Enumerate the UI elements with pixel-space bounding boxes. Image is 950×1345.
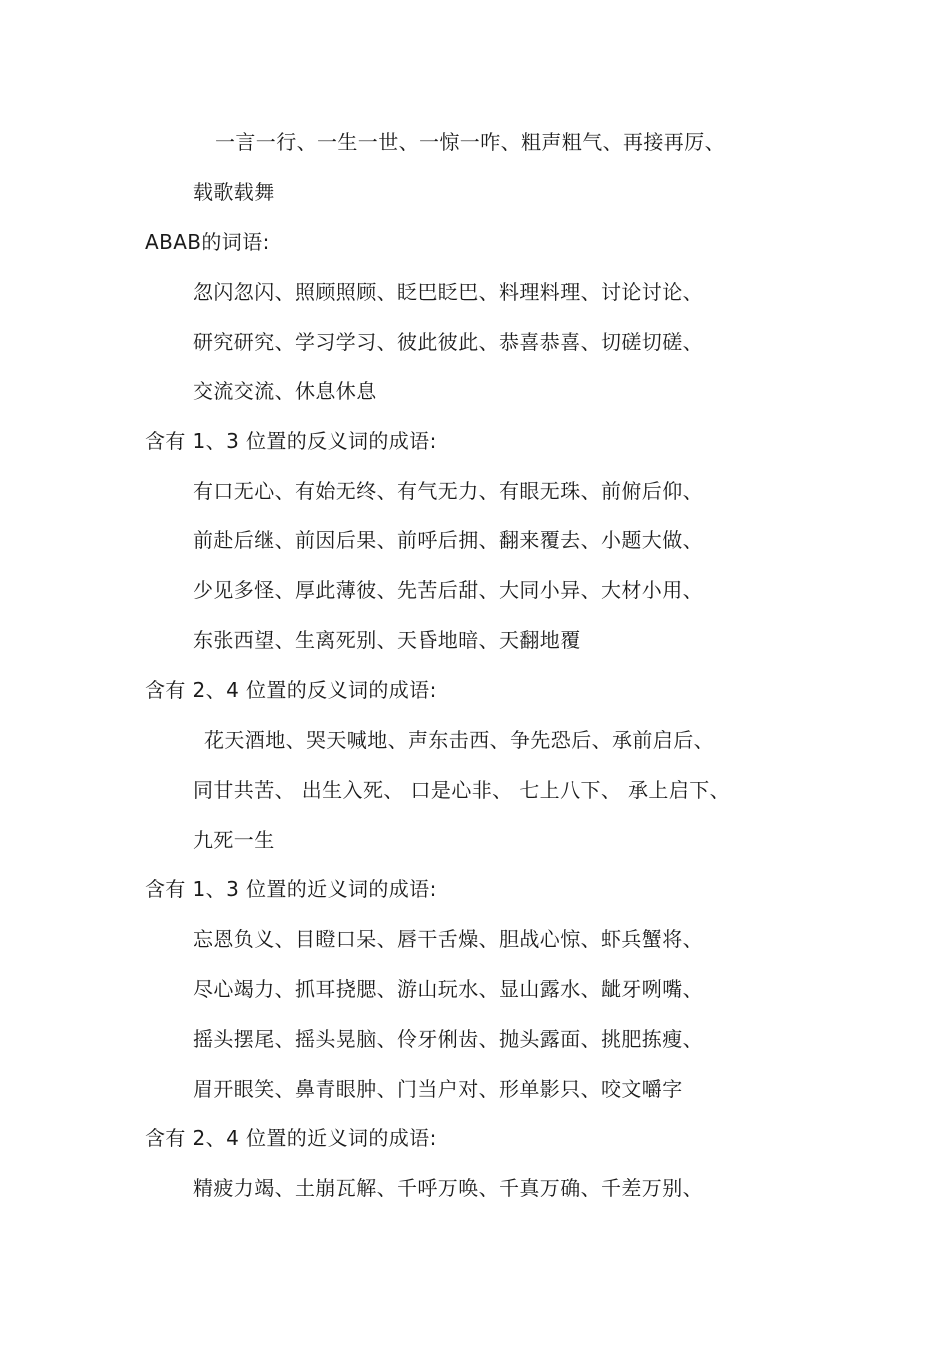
idiom-line: 忽闪忽闪、照顾照顾、眨巴眨巴、料理料理、讨论讨论、 <box>193 280 703 304</box>
section-heading: 含有 1、3 位置的近义词的成语: <box>145 877 437 901</box>
idiom-line: 忘恩负义、目瞪口呆、唇干舌燥、胆战心惊、虾兵蟹将、 <box>193 927 703 951</box>
idiom-line: 交流交流、休息休息 <box>193 379 377 403</box>
idiom-line: 载歌载舞 <box>193 180 275 204</box>
section-heading: 含有 2、4 位置的近义词的成语: <box>145 1126 437 1150</box>
section-heading: ABAB的词语: <box>145 230 270 254</box>
idiom-line: 研究研究、学习学习、彼此彼此、恭喜恭喜、切磋切磋、 <box>193 330 703 354</box>
idiom-line: 一言一行、一生一世、一惊一咋、粗声粗气、再接再厉、 <box>215 130 725 154</box>
idiom-line: 九死一生 <box>193 828 275 852</box>
idiom-line: 尽心竭力、抓耳挠腮、游山玩水、显山露水、龇牙咧嘴、 <box>193 977 703 1001</box>
section-heading: 含有 1、3 位置的反义词的成语: <box>145 429 437 453</box>
idiom-line: 少见多怪、厚此薄彼、先苦后甜、大同小异、大材小用、 <box>193 578 703 602</box>
idiom-line: 东张西望、生离死别、天昏地暗、天翻地覆 <box>193 628 581 652</box>
idiom-line: 花天酒地、哭天喊地、声东击西、争先恐后、承前启后、 <box>204 728 714 752</box>
idiom-line: 有口无心、有始无终、有气无力、有眼无珠、前俯后仰、 <box>193 479 703 503</box>
section-heading: 含有 2、4 位置的反义词的成语: <box>145 678 437 702</box>
idiom-line: 精疲力竭、土崩瓦解、千呼万唤、千真万确、千差万别、 <box>193 1176 703 1200</box>
idiom-line: 同甘共苦、 出生入死、 口是心非、 七上八下、 承上启下、 <box>193 778 731 802</box>
idiom-line: 前赴后继、前因后果、前呼后拥、翻来覆去、小题大做、 <box>193 528 703 552</box>
idiom-line: 摇头摆尾、摇头晃脑、伶牙俐齿、抛头露面、挑肥拣瘦、 <box>193 1027 703 1051</box>
idiom-line: 眉开眼笑、鼻青眼肿、门当户对、形单影只、咬文嚼字 <box>193 1077 683 1101</box>
